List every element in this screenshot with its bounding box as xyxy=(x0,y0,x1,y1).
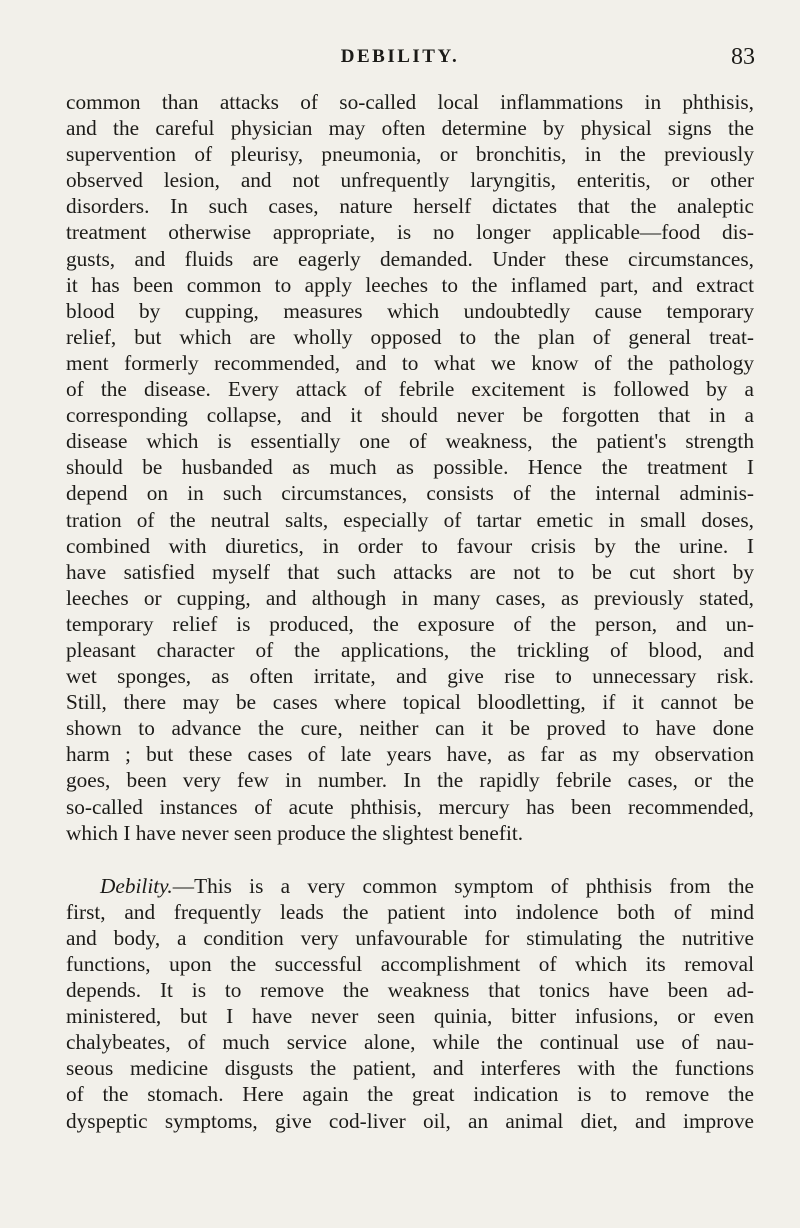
text-line: leeches or cupping, and although in many cases, as previously stated, xyxy=(66,585,754,610)
text-line: have satisfied myself that such attacks are not to be cut short by xyxy=(66,559,754,584)
page-number: 83 xyxy=(731,44,755,70)
text-line: treatment otherwise appropriate, is no longer applicable—food dis- xyxy=(66,220,754,245)
text-line: gusts, and fluids are eagerly demanded. Under these circumstances, xyxy=(66,246,754,271)
text-line: disease which is essentially one of weakness, the patient's strength xyxy=(66,429,754,454)
text-line: supervention of pleurisy, pneumonia, or bronchitis, in the previously xyxy=(66,142,754,167)
text-line: ministered, but I have never seen quinia, bitter infusions, or even xyxy=(66,1004,754,1029)
text-line: which I have never seen produce the slightest benefit. xyxy=(66,820,524,845)
text-line: combined with diuretics, in order to favour crisis by the urine. I xyxy=(66,533,754,558)
running-title: DEBILITY. xyxy=(340,46,460,67)
running-header xyxy=(0,44,800,74)
paragraph-debility xyxy=(66,873,754,1134)
text-line: disorders. In such cases, nature herself dictates that the analeptic xyxy=(66,194,754,219)
text-line: pleasant character of the applications, the trickling of blood, and xyxy=(66,637,754,662)
text-line: so-called instances of acute phthisis, mercury has been recommended, xyxy=(66,794,754,819)
text-line xyxy=(66,873,754,899)
body-text xyxy=(66,89,754,1134)
text-line: tration of the neutral salts, especially of tartar emetic in small doses, xyxy=(66,507,754,532)
text-line: wet sponges, as often irritate, and give rise to unnecessary risk. xyxy=(66,664,754,689)
text-line: corresponding collapse, and it should never be forgotten that in a xyxy=(66,403,754,428)
text-line: first, and frequently leads the patient into indolence both of mind xyxy=(66,899,754,924)
text-line: dyspeptic symptoms, give cod-liver oil, an animal diet, and improve xyxy=(66,1108,754,1133)
text-line: functions, upon the successful accomplishment of which its removal xyxy=(66,952,754,976)
text-line: of the stomach. Here again the great indication is to remove the xyxy=(66,1082,754,1107)
text-line: and body, a condition very unfavourable for stimulating the nutritive xyxy=(66,925,754,950)
text-line: should be husbanded as much as possible. Hence the treatment I xyxy=(66,455,754,480)
text-line: ment formerly recommended, and to what we know of the pathology xyxy=(66,350,754,375)
text-line: and the careful physician may often determine by physical signs the xyxy=(66,116,754,141)
section-term-debility: Debility. xyxy=(100,873,173,898)
text-line: Still, there may be cases where topical bloodletting, if it cannot be xyxy=(66,690,754,715)
section-intro-text: —This is a very common symptom of phthisis from the xyxy=(172,873,754,898)
text-line: harm ; but these cases of late years have, as far as my observation xyxy=(66,742,754,767)
text-line: blood by cupping, measures which undoubtedly cause temporary xyxy=(66,298,754,323)
text-line: depend on in such circumstances, consists of the internal adminis- xyxy=(66,481,754,506)
text-line: common than attacks of so-called local inflammations in phthisis, xyxy=(66,90,754,114)
text-line: seous medicine disgusts the patient, and interferes with the functions xyxy=(66,1056,754,1081)
text-line: of the disease. Every attack of febrile excitement is followed by a xyxy=(66,377,754,402)
text-line: goes, been very few in number. In the rapidly febrile cases, or the xyxy=(66,768,754,793)
text-line: relief, but which are wholly opposed to the plan of general treat- xyxy=(66,324,754,349)
text-line: it has been common to apply leeches to the inflamed part, and extract xyxy=(66,272,754,297)
text-line: chalybeates, of much service alone, while the continual use of nau- xyxy=(66,1030,754,1055)
text-line: depends. It is to remove the weakness that tonics have been ad- xyxy=(66,978,754,1003)
paragraph-treatment-of-inflammations xyxy=(66,89,754,846)
text-line: shown to advance the cure, neither can it be proved to have done xyxy=(66,716,754,741)
text-line: observed lesion, and not unfrequently laryngitis, enteritis, or other xyxy=(66,168,754,193)
text-line: temporary relief is produced, the exposure of the person, and un- xyxy=(66,611,754,636)
